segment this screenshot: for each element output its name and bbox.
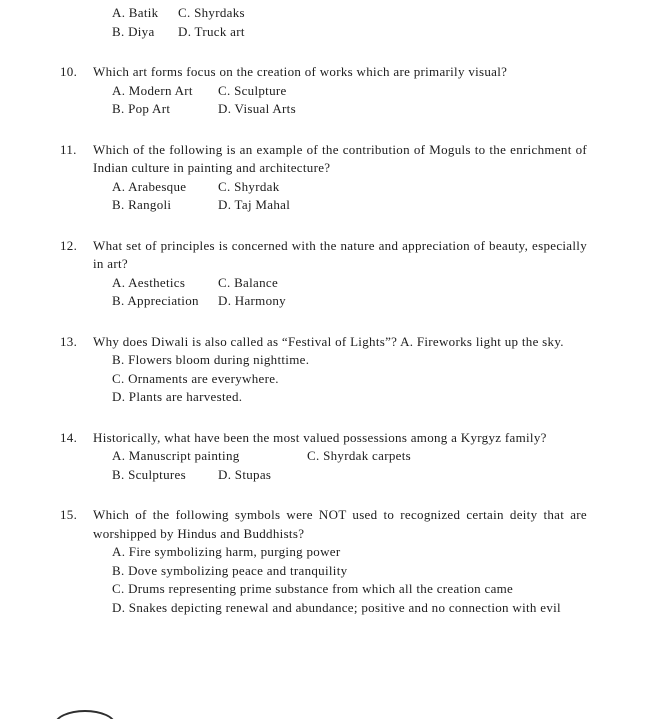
option: A. Fire symbolizing harm, purging power: [112, 544, 341, 559]
option: B. Rangoli: [112, 197, 172, 212]
option-row: [112, 82, 577, 101]
question-number: 12.: [60, 237, 78, 253]
option-row: [112, 466, 577, 485]
option-row: [112, 196, 577, 215]
option: C. Sculpture: [218, 82, 287, 98]
option-row: [112, 178, 577, 197]
option: C. Shyrdaks: [178, 5, 245, 20]
option: B. Dove symbolizing peace and tranquility: [112, 562, 348, 578]
option: B. Diya: [112, 23, 155, 39]
option: B. Sculptures: [112, 466, 186, 482]
option-row: [112, 274, 577, 293]
option: B. Appreciation: [112, 293, 199, 308]
option: B. Pop Art: [112, 101, 171, 116]
option: D. Harmony: [218, 293, 286, 308]
option-list: [112, 274, 577, 311]
question-number: 14.: [60, 429, 78, 445]
option: C. Shyrdak: [218, 178, 280, 194]
option: A. Arabesque: [112, 178, 187, 194]
question-text: Which of the following is an example of the contribution of Moguls to the enrichment of Indian culture in painting and architecture?: [93, 141, 587, 175]
option: D. Plants are harvested.: [112, 389, 243, 404]
option-row: [112, 23, 577, 42]
option: A. Batik: [112, 5, 159, 20]
question-number: 10.: [60, 64, 78, 79]
option: C. Drums representing prime substance from which all the creation came: [112, 581, 514, 596]
option: D. Visual Arts: [218, 101, 296, 116]
option-list: [112, 351, 577, 407]
option: B. Flowers bloom during nighttime.: [112, 352, 310, 367]
page-ornament-partial-circle: [54, 710, 116, 719]
question-fragment: [60, 4, 590, 41]
option-list: [112, 4, 577, 41]
option: D. Snakes depicting renewal and abundance; positive and no connection with evil: [112, 599, 561, 615]
option-row: [112, 447, 577, 466]
option-row: [112, 292, 577, 311]
question-block: [60, 506, 590, 617]
option-list: [112, 447, 577, 484]
option: D. Taj Mahal: [218, 197, 291, 212]
exam-content: [60, 4, 590, 639]
option: A. Aesthetics: [112, 274, 186, 290]
question-block: [60, 141, 590, 215]
option: C. Shyrdak carpets: [307, 448, 411, 463]
option: A. Manuscript painting: [112, 448, 240, 463]
question-block: [60, 237, 590, 311]
question-text: Which art forms focus on the creation of works which are primarily visual?: [93, 64, 508, 79]
question-block: [60, 333, 590, 407]
question-number: 11.: [60, 141, 77, 157]
option: C. Ornaments are everywhere.: [112, 370, 279, 386]
question-text: Why does Diwali is also called as “Festival of Lights”? A. Fireworks light up the sky.: [93, 333, 564, 349]
question-block: [60, 63, 590, 119]
option: C. Balance: [218, 274, 279, 290]
question-block: [60, 429, 590, 485]
option: D. Truck art: [178, 23, 245, 39]
option-list: [112, 82, 577, 119]
option-row: [112, 4, 577, 23]
option-list: [112, 178, 577, 215]
option: A. Modern Art: [112, 82, 193, 98]
option-row: [112, 100, 577, 119]
question-number: 15.: [60, 507, 78, 522]
question-text: Which of the following symbols were NOT used to recognized certain deity that are worshipped by Hindus and Buddhists?: [93, 507, 587, 541]
option: D. Stupas: [218, 466, 272, 482]
question-text: What set of principles is concerned with the nature and appreciation of beauty, especially in art?: [93, 237, 587, 271]
question-number: 13.: [60, 333, 78, 349]
question-text: Historically, what have been the most valued possessions among a Kyrgyz family?: [93, 429, 547, 445]
option-list: [112, 543, 577, 617]
